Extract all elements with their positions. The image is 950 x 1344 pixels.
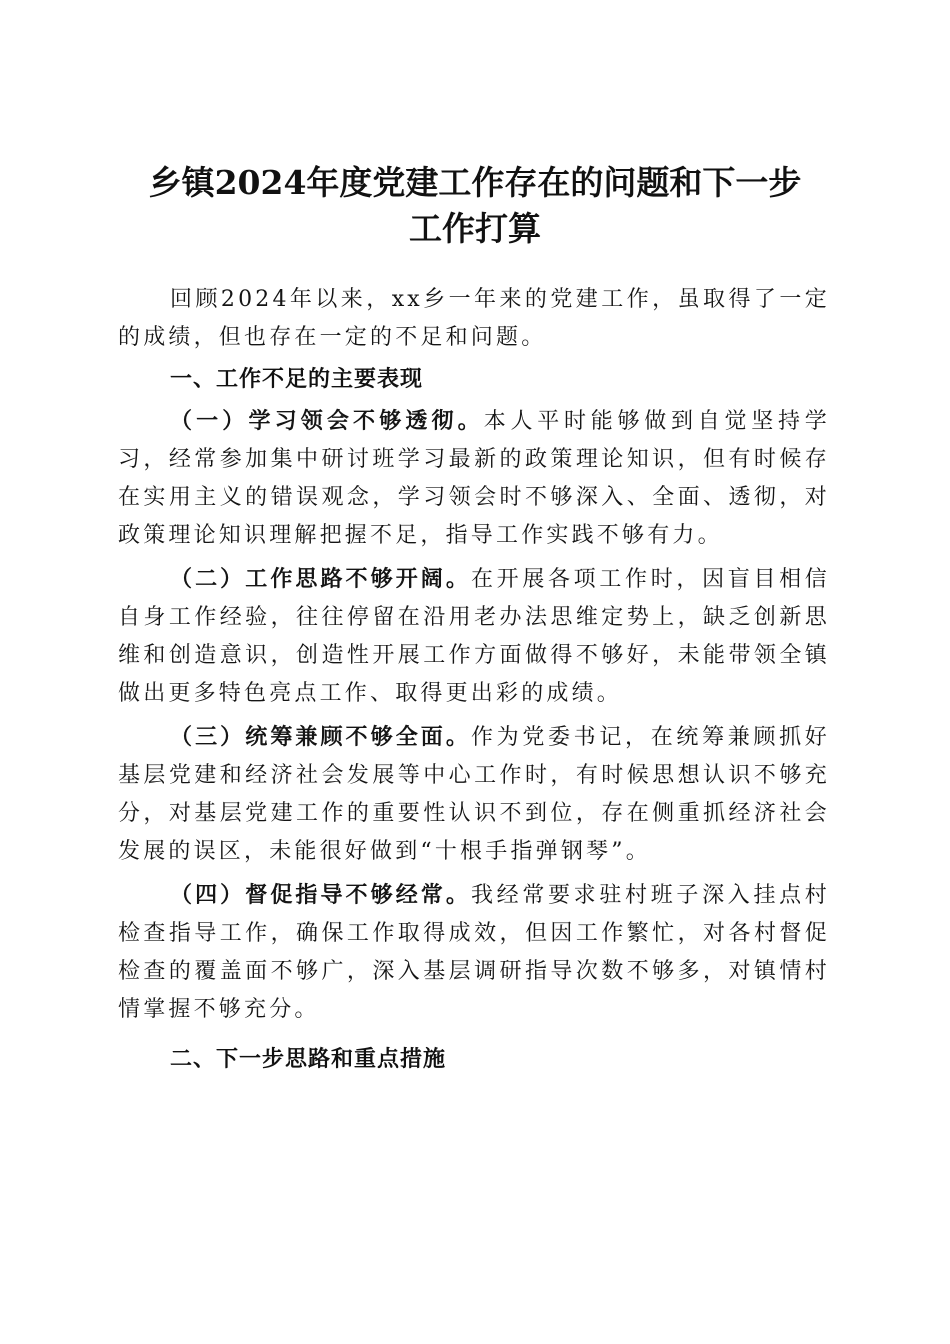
- item-3-paragraph: [118, 719, 830, 871]
- document-body: [118, 281, 830, 1079]
- item-4-lead: （四）督促指导不够经常。: [170, 883, 471, 908]
- title-line-2: 工作打算: [409, 209, 541, 249]
- item-3-text: 作为党委书记，在统筹兼顾抓好基层党建和经济社会发展等中心工作时，有时候思想认识不够充分，对基层党建工作的重要性认识不到位，存在侧重抓经济社会发展的误区，未能很好做到“十根手指弹钢琴”。: [118, 725, 831, 864]
- item-3-lead: （三）统筹兼顾不够全面。: [170, 725, 471, 750]
- document-title: [100, 160, 850, 252]
- item-4-text: 我经常要求驻村班子深入挂点村检查指导工作，确保工作取得成效，但因工作繁忙，对各村督促检查的覆盖面不够广，深入基层调研指导次数不够多，对镇情村情掌握不够充分。: [118, 883, 831, 1022]
- section-2-heading: 二、下一步思路和重点措施: [170, 1047, 447, 1072]
- item-4-paragraph: [118, 877, 830, 1029]
- item-2-lead: （二）工作思路不够开阔。: [170, 567, 471, 592]
- item-1-lead: （一）学习领会不够透彻。: [170, 409, 484, 434]
- item-1-text: 本人平时能够做到自觉坚持学习，经常参加集中研讨班学习最新的政策理论知识，但有时候存在实用主义的错误观念，学习领会时不够深入、全面、透彻，对政策理论知识理解把握不足，指导工作实践不够有力。: [118, 409, 830, 548]
- intro-paragraph: 回顾2024年以来，xx乡一年来的党建工作，虽取得了一定的成绩，但也存在一定的不足和问题。: [118, 287, 830, 350]
- section-1-heading: 一、工作不足的主要表现: [170, 367, 424, 392]
- item-1-paragraph: [118, 403, 830, 555]
- item-2-paragraph: [118, 561, 830, 713]
- item-2-text: 在开展各项工作时，因盲目相信自身工作经验，往往停留在沿用老办法思维定势上，缺乏创新思维和创造意识，创造性开展工作方面做得不够好，未能带领全镇做出更多特色亮点工作、取得更出彩的成绩。: [118, 567, 831, 706]
- title-line-1: 乡镇2024年度党建工作存在的问题和下一步: [148, 163, 802, 203]
